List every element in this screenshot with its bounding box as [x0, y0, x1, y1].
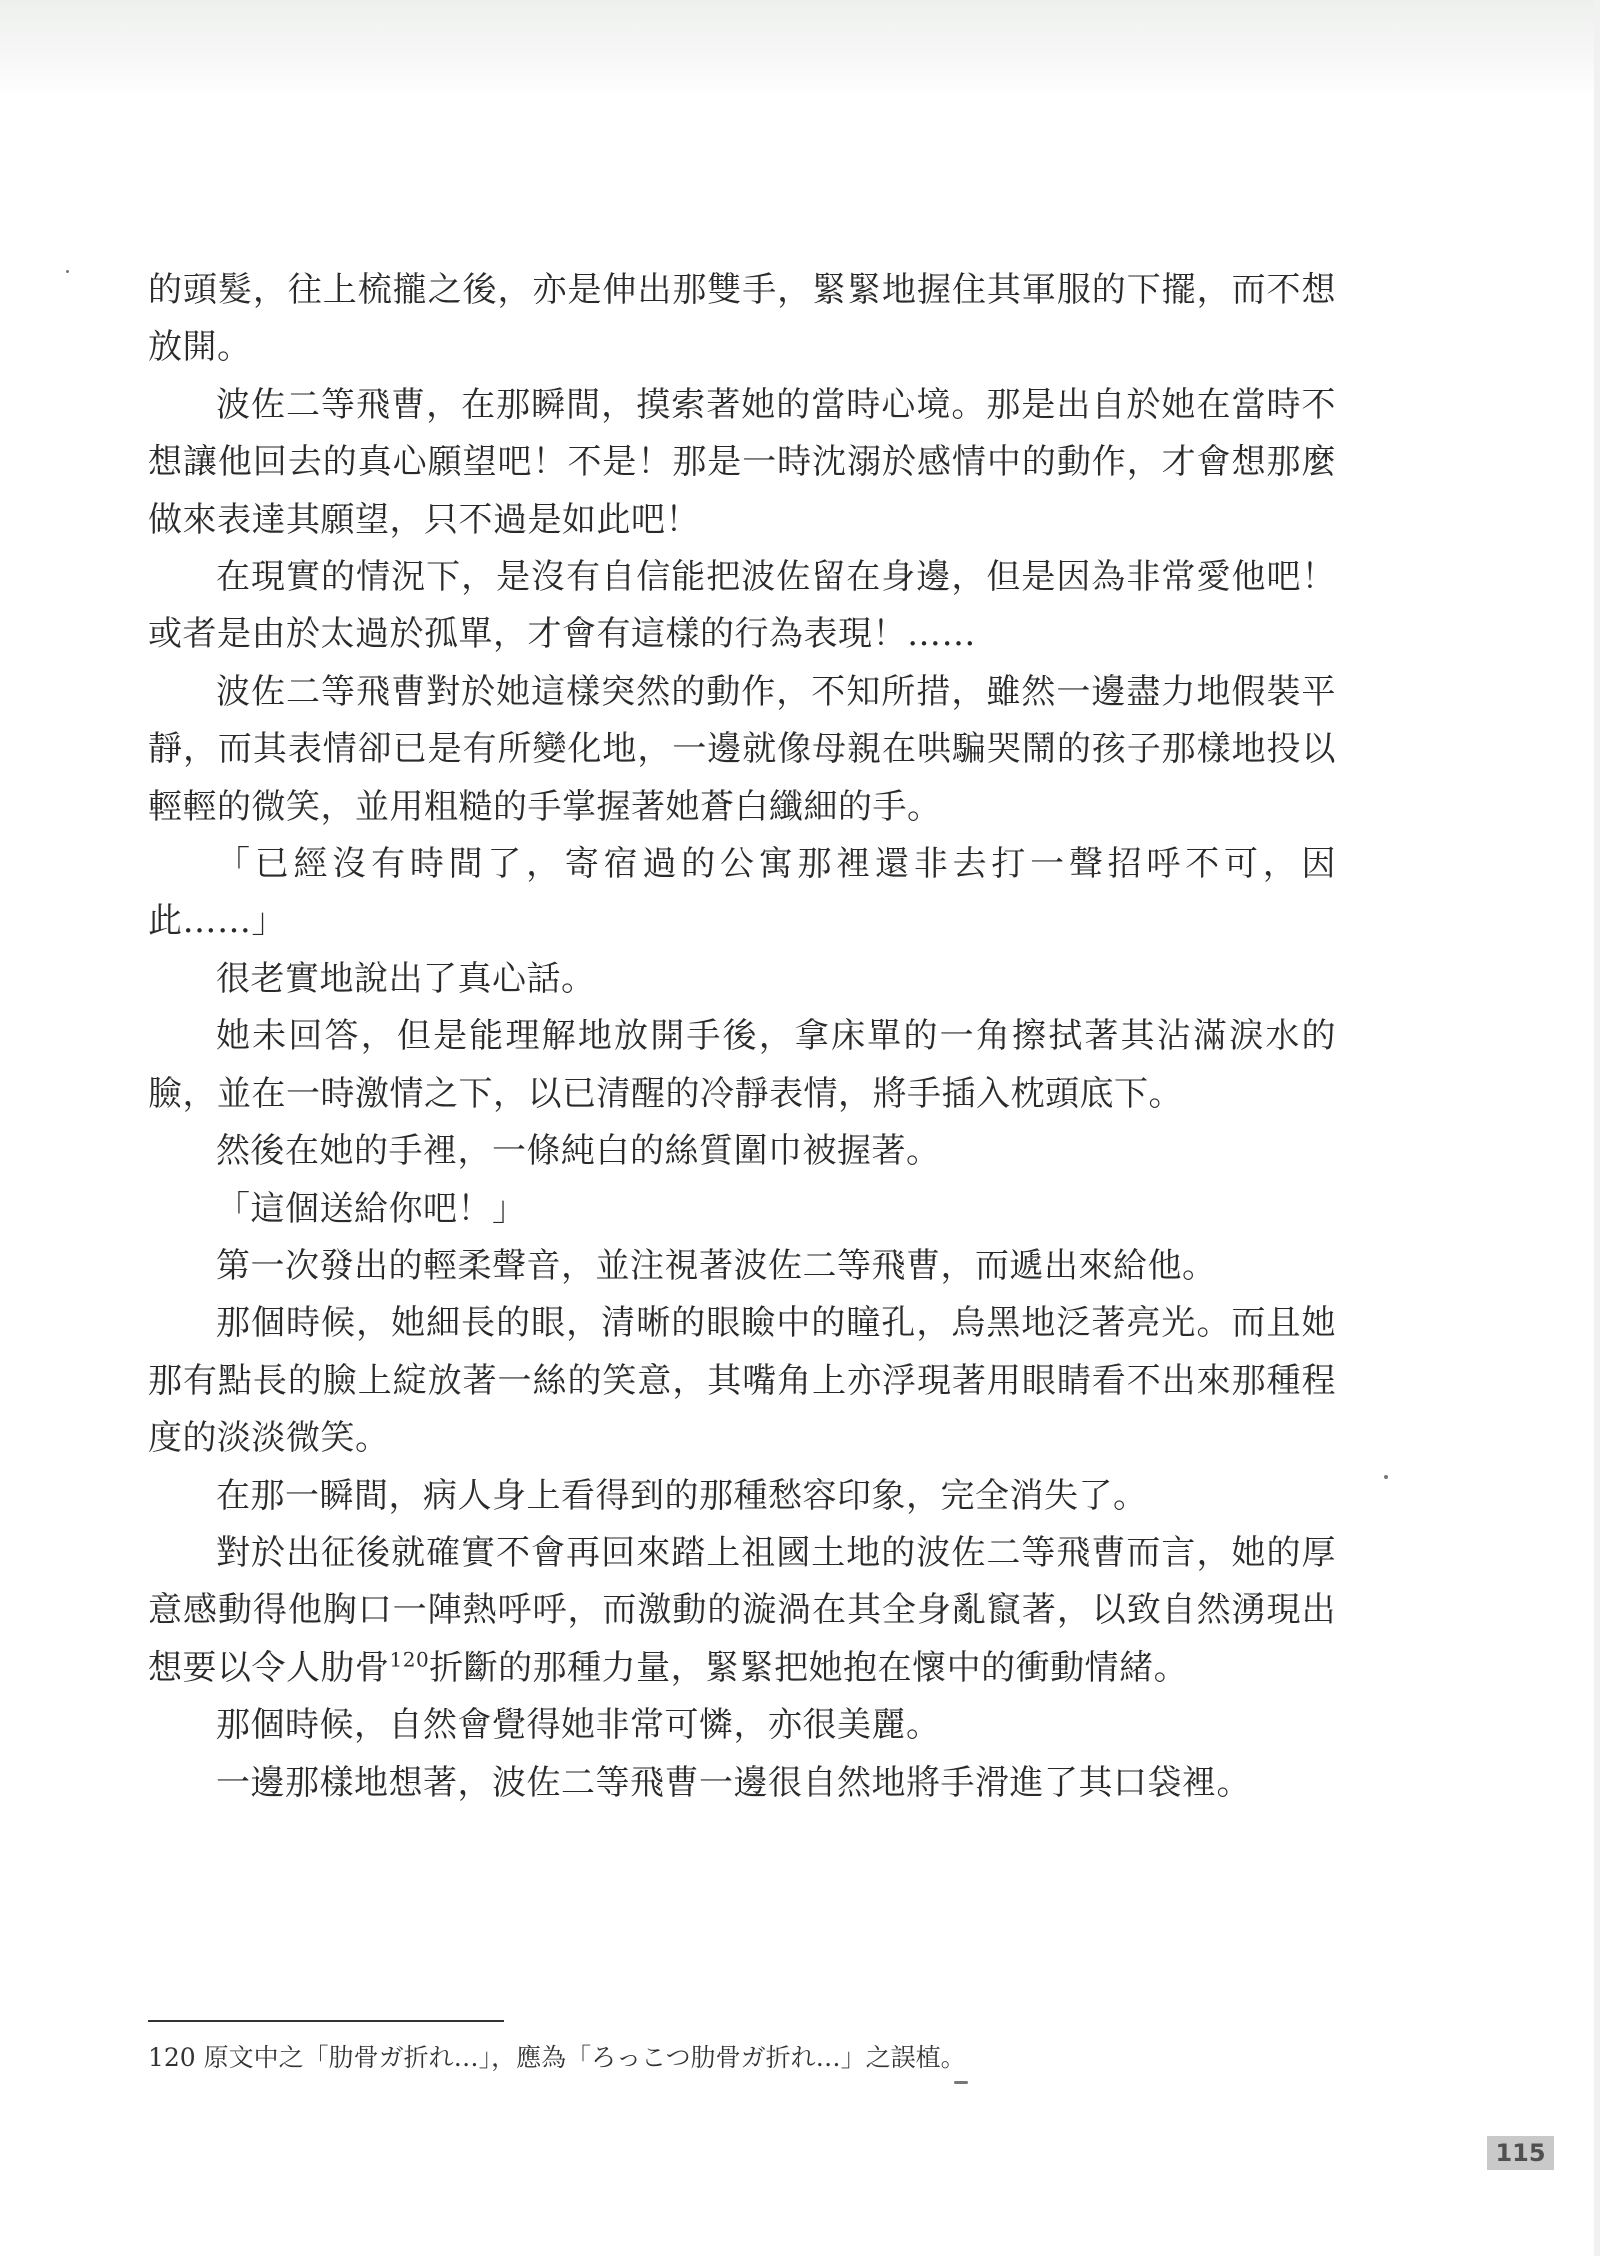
scan-shadow: [0, 0, 1600, 100]
paragraph: 那個時候，她細長的眼，清晰的眼瞼中的瞳孔，烏黑地泛著亮光。而且她那有點長的臉上綻放著一絲的笑意，其嘴角上亦浮現著用眼睛看不出來那種程度的淡淡微笑。: [148, 1303, 1336, 1459]
body-text: [148, 262, 1336, 1812]
paragraph-text: 折斷的那種力量，緊緊把她抱在懷中的衝動情緒。: [429, 1647, 1189, 1688]
paragraph: 在現實的情況下，是沒有自信能把波佐留在身邊，但是因為非常愛他吧！或者是由於太過於孤單，才會有這樣的行為表現！……: [148, 557, 1336, 655]
paragraph: 的頭髮，往上梳攏之後，亦是伸出那雙手，緊緊地握住其軍服的下擺，而不想放開。: [148, 270, 1336, 368]
dialogue-paragraph: 「這個送給你吧！」: [216, 1188, 527, 1229]
paragraph: 第一次發出的輕柔聲音，並注視著波佐二等飛曹，而遞出來給他。: [216, 1245, 1217, 1286]
scan-speck: [66, 270, 69, 273]
scan-edge: [1594, 0, 1600, 2256]
paragraph-with-footnote: [148, 1525, 1336, 1697]
footnote-divider: [148, 2020, 504, 2022]
paragraph: 在那一瞬間，病人身上看得到的那種愁容印象，完全消失了。: [216, 1475, 1148, 1516]
paragraph: 那個時候，自然會覺得她非常可憐，亦很美麗。: [216, 1705, 941, 1746]
paragraph: 她未回答，但是能理解地放開手後，拿床單的一角擦拭著其沾滿淚水的臉，並在一時激情之下，以已清醒的冷靜表情，將手插入枕頭底下。: [148, 1016, 1336, 1114]
paragraph: 一邊那樣地想著，波佐二等飛曹一邊很自然地將手滑進了其口袋裡。: [216, 1762, 1251, 1803]
scan-speck: [954, 2081, 968, 2084]
paragraph: 波佐二等飛曹，在那瞬間，摸索著她的當時心境。那是出自於她在當時不想讓他回去的真心願望吧！不是！那是一時沈溺於感情中的動作，才會想那麼做來表達其願望，只不過是如此吧！: [148, 384, 1336, 540]
page-number: 115: [1487, 2136, 1554, 2170]
paragraph-text: 對於出征後就確實不會再回來踏上祖國土地的波佐二等飛曹而言，她的厚意感動得他胸口一陣熱呼呼，而激動的漩渦在其全身亂竄著，以致自然湧現出想要以令人肋骨: [148, 1532, 1336, 1688]
footnote: 120 原文中之「肋骨ガ折れ…」，應為「ろっこつ肋骨ガ折れ…」之誤植。: [148, 2043, 966, 2072]
paragraph: 然後在她的手裡，一條純白的絲質圍巾被握著。: [216, 1131, 941, 1172]
paragraph: 波佐二等飛曹對於她這樣突然的動作，不知所措，雖然一邊盡力地假裝平靜，而其表情卻已是有所變化地，一邊就像母親在哄騙哭鬧的孩子那樣地投以輕輕的微笑，並用粗糙的手掌握著她蒼白纖細的手。: [148, 671, 1336, 827]
footnote-reference[interactable]: 120: [389, 1647, 430, 1672]
dialogue-paragraph: 「已經沒有時間了，寄宿過的公寓那裡還非去打一聲招呼不可，因此……」: [148, 844, 1336, 942]
paragraph: 很老實地說出了真心話。: [216, 958, 596, 999]
scan-speck: [1384, 1475, 1388, 1479]
